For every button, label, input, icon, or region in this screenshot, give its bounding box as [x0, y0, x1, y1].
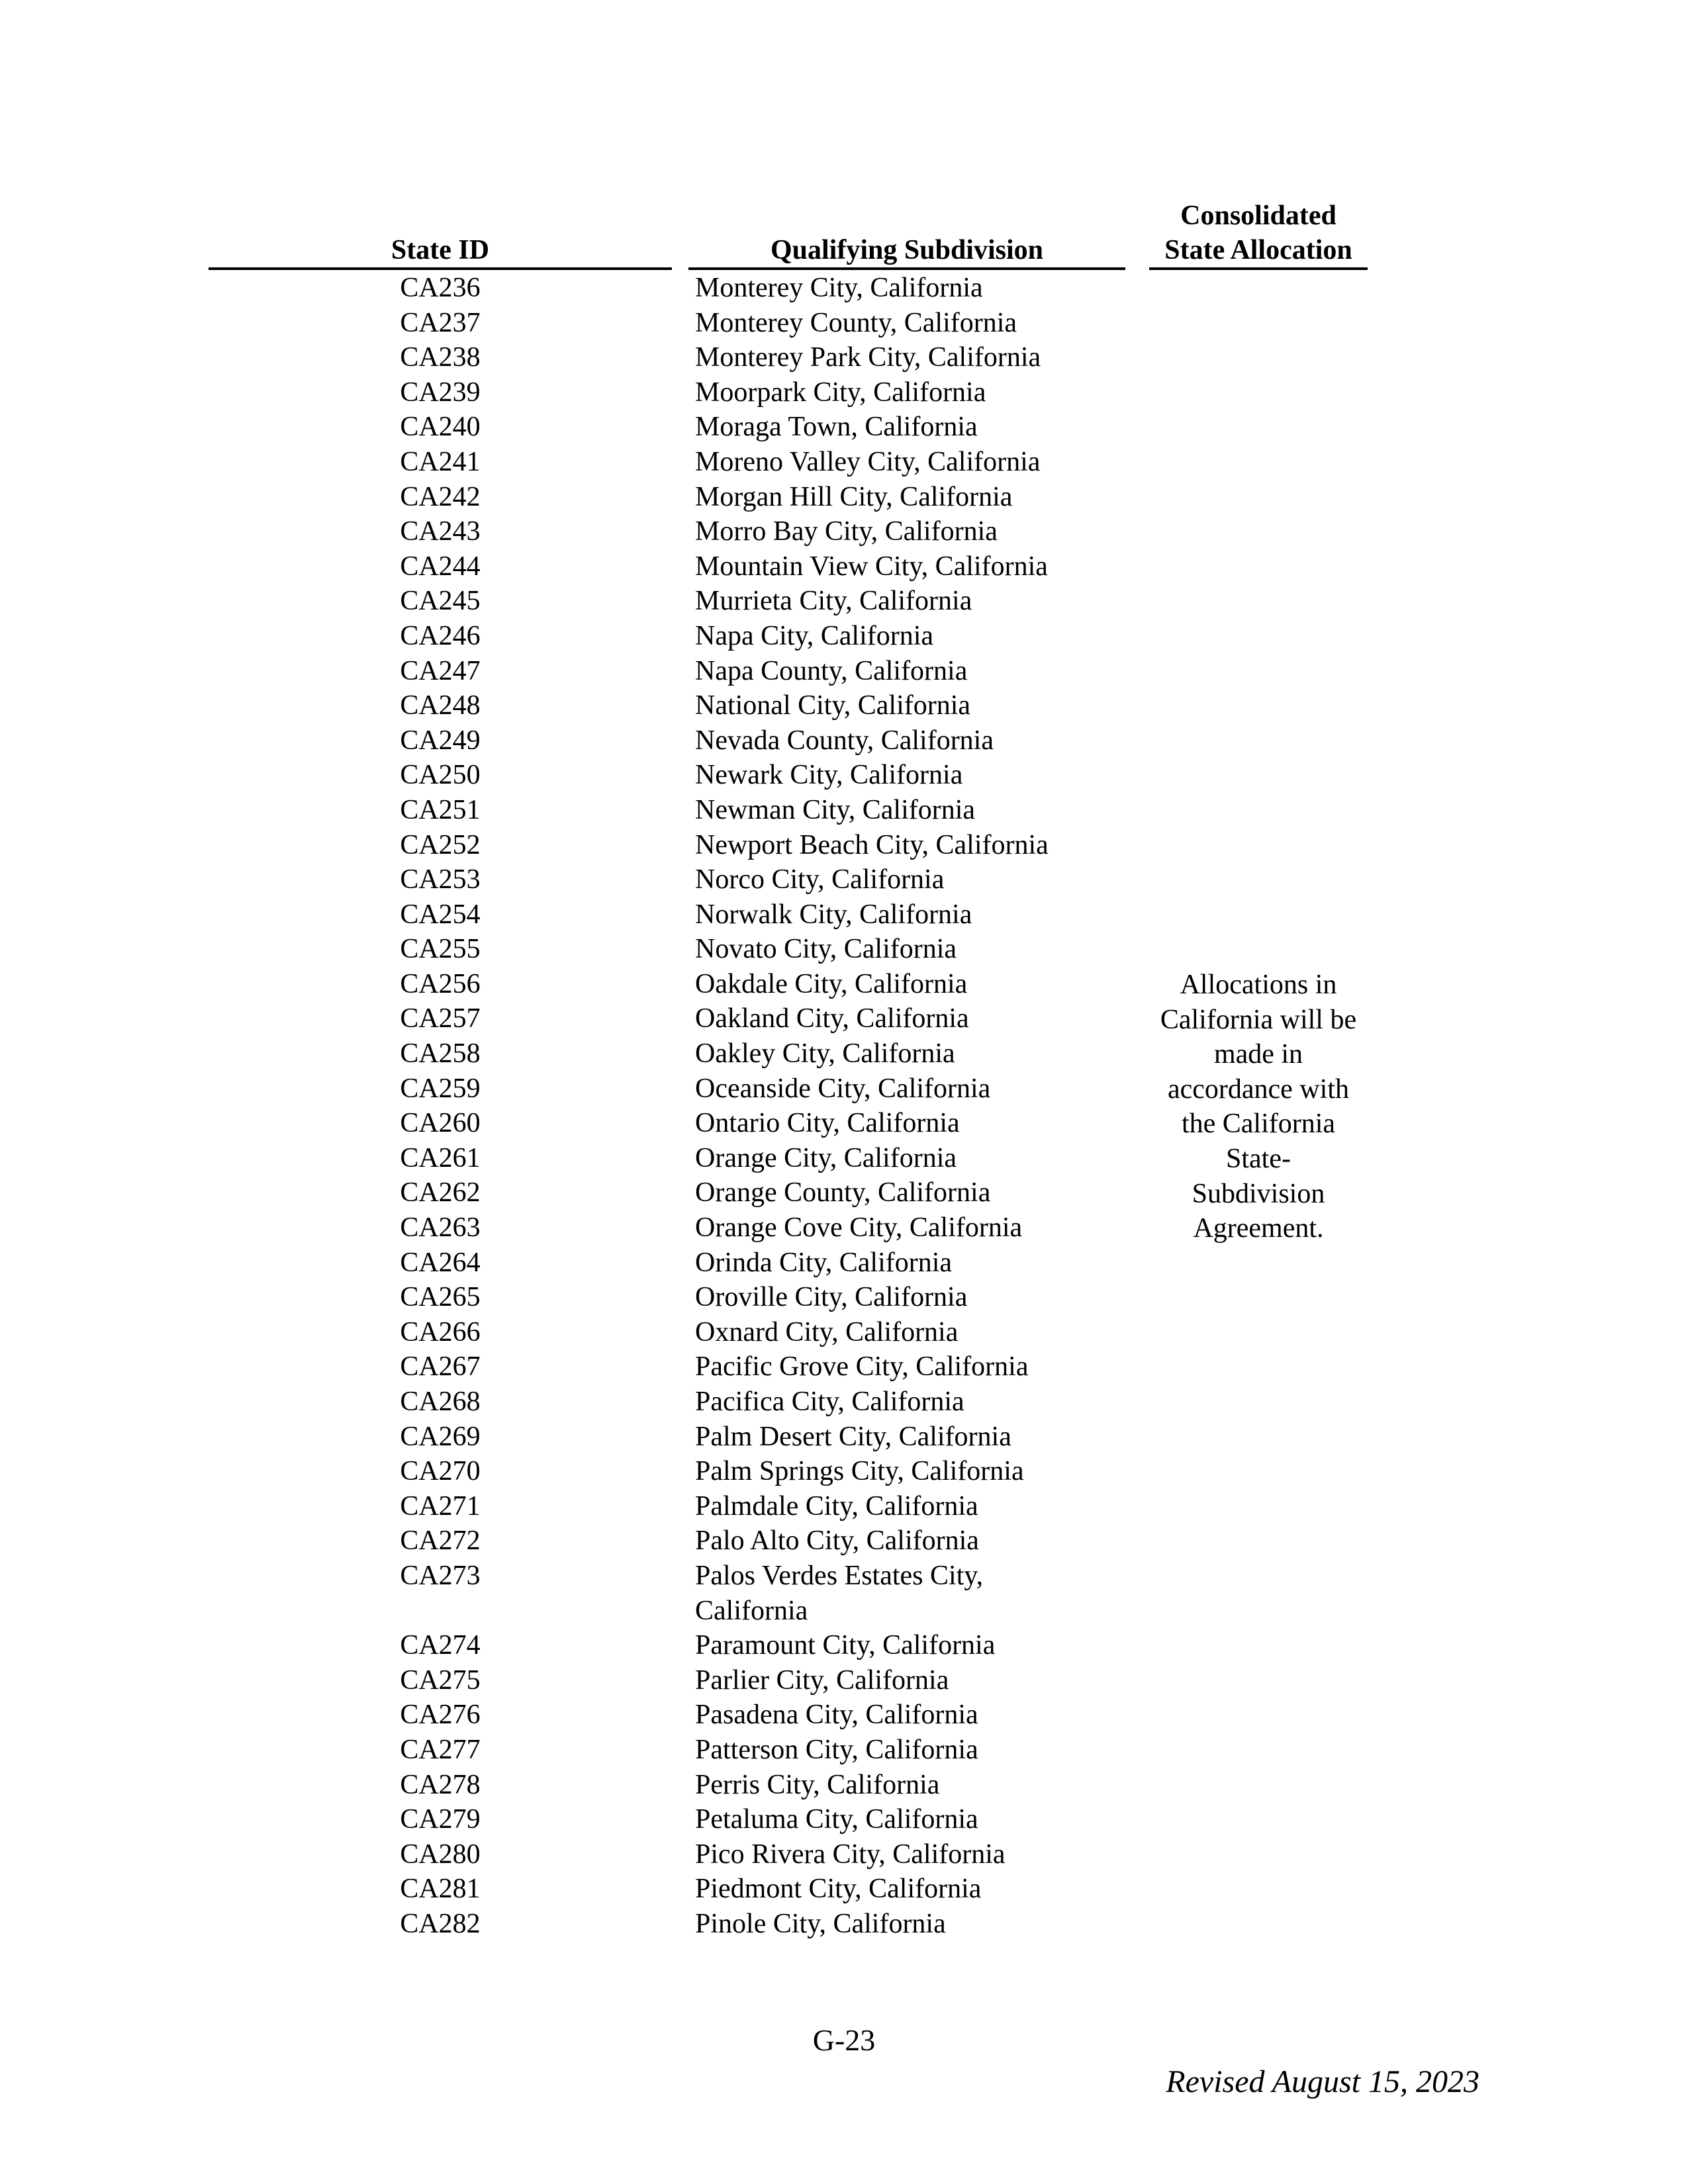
subdivision-cell: Pinole City, California [695, 1908, 946, 1939]
subdivision-cell: Moraga Town, California [695, 412, 978, 443]
table-row [0, 375, 1688, 410]
table-row [0, 340, 1688, 375]
subdivision-cell: Orinda City, California [695, 1247, 953, 1278]
state-id-cell: CA257 [400, 1003, 481, 1034]
state-id-cell: CA277 [400, 1734, 481, 1765]
state-id-cell: CA254 [400, 899, 481, 930]
subdivision-cell: Moreno Valley City, California [695, 446, 1041, 477]
table-row [0, 1454, 1688, 1489]
state-id-cell: CA258 [400, 1038, 481, 1069]
state-id-cell: CA265 [400, 1282, 481, 1313]
state-id-cell: CA264 [400, 1247, 481, 1278]
subdivision-cell: Petaluma City, California [695, 1804, 978, 1835]
table-row [0, 1733, 1688, 1768]
table-row [0, 1768, 1688, 1803]
subdivision-cell: Norco City, California [695, 864, 945, 895]
table-row [0, 1246, 1688, 1281]
subdivision-cell: Oroville City, California [695, 1282, 968, 1313]
subdivision-cell: Newport Beach City, California [695, 829, 1049, 860]
table-row [0, 514, 1688, 549]
subdivision-cell: Oceanside City, California [695, 1073, 991, 1104]
table-row [0, 897, 1688, 933]
table-row [0, 1071, 1688, 1107]
subdivision-cell: Novato City, California [695, 934, 957, 965]
subdivision-cell: Parlier City, California [695, 1664, 949, 1696]
subdivision-cell: Nevada County, California [695, 725, 994, 756]
subdivision-cell: Mountain View City, California [695, 551, 1048, 582]
subdivision-cell: Piedmont City, California [695, 1874, 982, 1905]
subdivision-table-body [0, 271, 1688, 1942]
header-allocation: Consolidated State Allocation [1164, 201, 1352, 265]
subdivision-cell: Pasadena City, California [695, 1700, 978, 1731]
state-id-cell: CA261 [400, 1142, 481, 1173]
subdivision-cell: Ontario City, California [695, 1108, 960, 1139]
table-row [0, 758, 1688, 793]
subdivision-cell: Oakdale City, California [695, 968, 968, 999]
state-id-cell: CA255 [400, 934, 481, 965]
subdivision-cell: Palm Springs City, California [695, 1456, 1024, 1487]
subdivision-cell: Palm Desert City, California [695, 1421, 1011, 1452]
state-id-cell: CA270 [400, 1456, 481, 1487]
subdivision-cell: Monterey County, California [695, 307, 1017, 338]
state-id-cell: CA256 [400, 968, 481, 999]
table-row [0, 828, 1688, 863]
table-row [0, 654, 1688, 689]
state-id-cell: CA260 [400, 1108, 481, 1139]
table-row [0, 549, 1688, 584]
subdivision-cell: Paramount City, California [695, 1630, 996, 1661]
header-subdivision: Qualifying Subdivision [770, 235, 1044, 265]
subdivision-cell: Norwalk City, California [695, 899, 972, 930]
header-rule-allocation [1149, 267, 1368, 270]
table-row [0, 1802, 1688, 1837]
table-row [0, 688, 1688, 723]
state-id-cell: CA239 [400, 377, 481, 408]
state-id-cell: CA269 [400, 1421, 481, 1452]
subdivision-cell: Palo Alto City, California [695, 1525, 979, 1557]
table-row [0, 1420, 1688, 1455]
state-id-cell: CA252 [400, 829, 481, 860]
subdivision-cell: Pacific Grove City, California [695, 1351, 1029, 1383]
state-id-cell: CA268 [400, 1387, 481, 1417]
state-id-cell: CA280 [400, 1839, 481, 1870]
state-id-cell: CA276 [400, 1700, 481, 1731]
state-id-cell: CA259 [400, 1073, 481, 1104]
state-id-cell: CA267 [400, 1351, 481, 1383]
table-row [0, 1315, 1688, 1350]
table-row [0, 1106, 1688, 1141]
state-id-cell: CA262 [400, 1177, 481, 1208]
subdivision-cell: Oxnard City, California [695, 1316, 959, 1347]
table-row [0, 584, 1688, 619]
state-id-cell: CA237 [400, 307, 481, 338]
table-row [0, 306, 1688, 341]
state-id-cell: CA242 [400, 481, 481, 512]
header-rule-subdivision [688, 267, 1125, 270]
table-row [0, 480, 1688, 515]
subdivision-cell: Perris City, California [695, 1769, 940, 1800]
state-id-cell: CA274 [400, 1630, 481, 1661]
table-row [0, 1524, 1688, 1559]
state-id-cell: CA248 [400, 690, 481, 721]
table-row [0, 1349, 1688, 1385]
state-id-cell: CA243 [400, 516, 481, 547]
allocation-note: Allocations in California will be made in accordance with the California State- Subdivision Agreement. [1160, 970, 1357, 1244]
subdivision-cell: Newark City, California [695, 760, 963, 791]
table-row [0, 967, 1688, 1002]
table-row [0, 1280, 1688, 1315]
subdivision-cell: Orange County, California [695, 1177, 991, 1208]
subdivision-cell: Oakley City, California [695, 1038, 955, 1069]
table-row [0, 723, 1688, 758]
state-id-cell: CA236 [400, 273, 481, 303]
subdivision-cell: Oakland City, California [695, 1003, 969, 1034]
state-id-cell: CA251 [400, 794, 481, 825]
table-row [0, 410, 1688, 445]
subdivision-cell: Newman City, California [695, 794, 976, 825]
state-id-cell: CA250 [400, 760, 481, 791]
subdivision-cell: Murrieta City, California [695, 586, 972, 617]
table-row [0, 1036, 1688, 1071]
table-row [0, 1175, 1688, 1210]
subdivision-cell: Napa City, California [695, 620, 934, 651]
subdivision-cell: Orange Cove City, California [695, 1212, 1023, 1244]
subdivision-cell: Palmdale City, California [695, 1490, 978, 1522]
subdivision-cell: Monterey City, California [695, 273, 983, 303]
table-row [0, 1837, 1688, 1872]
subdivision-cell: Pico Rivera City, California [695, 1839, 1006, 1870]
subdivision-cell: Monterey Park City, California [695, 342, 1041, 373]
table-row [0, 1907, 1688, 1942]
subdivision-cell: Pacifica City, California [695, 1387, 964, 1417]
table-row [0, 1210, 1688, 1246]
state-id-cell: CA281 [400, 1874, 481, 1905]
state-id-cell: CA271 [400, 1490, 481, 1522]
subdivision-cell: National City, California [695, 690, 971, 721]
table-row [0, 1663, 1688, 1698]
subdivision-cell: Moorpark City, California [695, 377, 986, 408]
subdivision-cell: Morro Bay City, California [695, 516, 998, 547]
revised-date: Revised August 15, 2023 [1166, 2064, 1479, 2099]
subdivision-cell: Morgan Hill City, California [695, 481, 1013, 512]
state-id-cell: CA246 [400, 620, 481, 651]
table-row [0, 793, 1688, 828]
state-id-cell: CA275 [400, 1664, 481, 1696]
subdivision-cell: Palos Verdes Estates City, California [695, 1560, 984, 1626]
table-row [0, 932, 1688, 967]
subdivision-cell: Napa County, California [695, 655, 968, 686]
subdivision-cell: Orange City, California [695, 1142, 957, 1173]
table-row [0, 1141, 1688, 1176]
state-id-cell: CA240 [400, 412, 481, 443]
table-row [0, 271, 1688, 306]
state-id-cell: CA263 [400, 1212, 481, 1244]
table-row [0, 619, 1688, 654]
table-row [0, 1385, 1688, 1420]
state-id-cell: CA272 [400, 1525, 481, 1557]
table-row [0, 1698, 1688, 1733]
state-id-cell: CA279 [400, 1804, 481, 1835]
state-id-cell: CA241 [400, 446, 481, 477]
state-id-cell: CA247 [400, 655, 481, 686]
table-row [0, 862, 1688, 897]
table-row [0, 1489, 1688, 1524]
state-id-cell: CA282 [400, 1908, 481, 1939]
page-number: G-23 [812, 2023, 876, 2057]
state-id-cell: CA249 [400, 725, 481, 756]
state-id-cell: CA238 [400, 342, 481, 373]
state-id-cell: CA266 [400, 1316, 481, 1347]
state-id-cell: CA244 [400, 551, 481, 582]
table-row [0, 1001, 1688, 1036]
state-id-cell: CA245 [400, 586, 481, 617]
header-rule-state-id [209, 267, 672, 270]
header-state-id: State ID [391, 235, 490, 265]
table-row [0, 1872, 1688, 1907]
state-id-cell: CA273 [400, 1560, 481, 1591]
state-id-cell: CA278 [400, 1769, 481, 1800]
table-row [0, 1628, 1688, 1663]
table-row [0, 445, 1688, 480]
state-id-cell: CA253 [400, 864, 481, 895]
table-row [0, 1559, 1688, 1628]
subdivision-cell: Patterson City, California [695, 1734, 978, 1765]
